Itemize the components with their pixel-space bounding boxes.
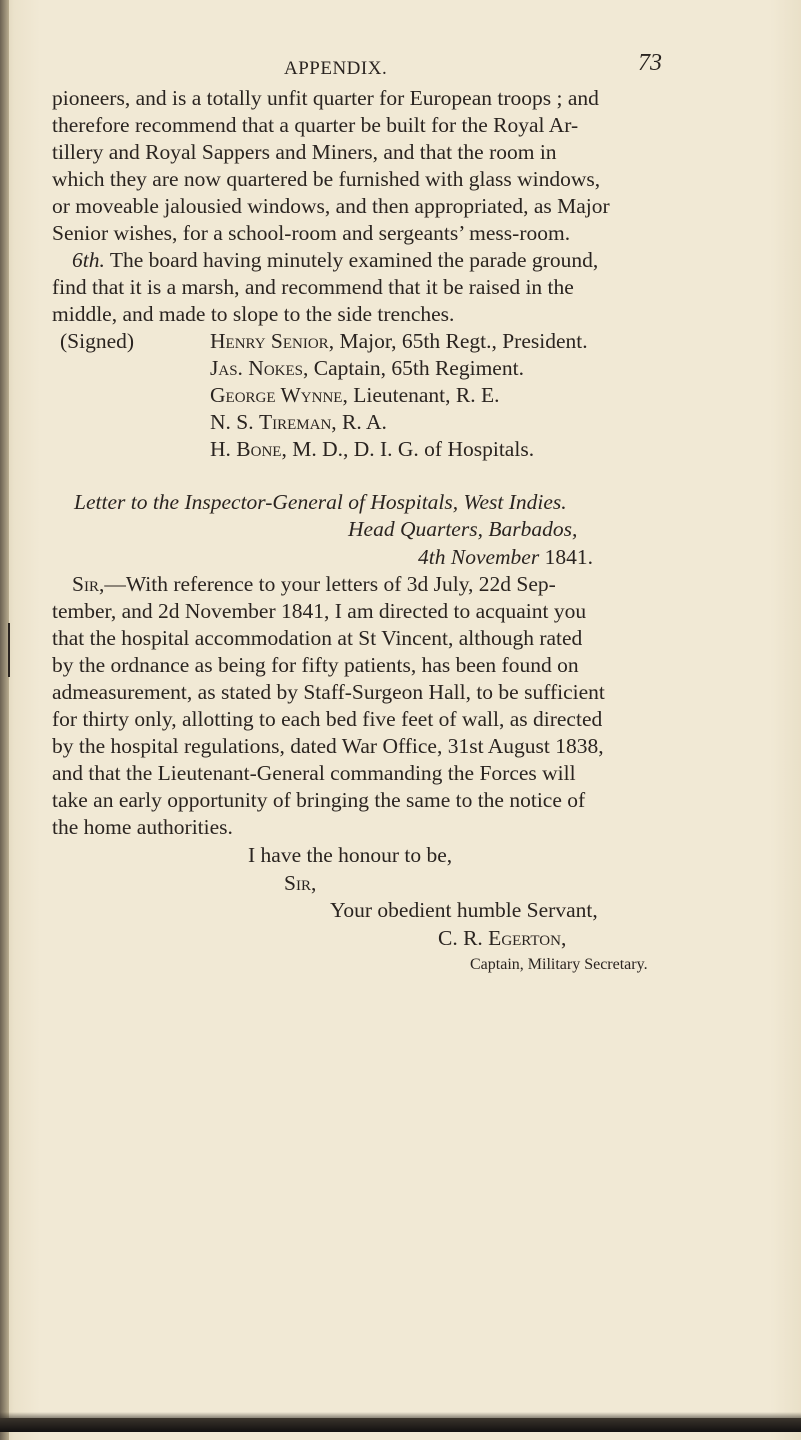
letter-body-line: tember, and 2d November 1841, I am directed to acquaint you — [52, 599, 587, 623]
letter-heading: Letter to the Inspector-General of Hospitals, West Indies. — [74, 490, 567, 514]
signatory-initials: H. — [210, 437, 237, 461]
signatory-name: George Wynne, — [210, 383, 348, 407]
salutation: Sir, — [72, 572, 105, 596]
letter-body-line — [72, 572, 556, 596]
signatory-rank: M. D., D. I. G. of Hospitals. — [286, 437, 535, 461]
letter-date — [418, 545, 593, 569]
report-line: therefore recommend that a quarter be built for the Royal Ar- — [52, 113, 579, 137]
signatory-rank: Captain, 65th Regiment. — [308, 356, 524, 380]
letter-body-line: by the ordnance as being for fifty patients, has been found on — [52, 653, 579, 677]
signature-line — [210, 383, 500, 407]
book-spine-shadow — [0, 0, 9, 1440]
letter-place: Head Quarters, Barbados, — [348, 517, 578, 541]
signature-line — [210, 329, 588, 353]
letter-date-year: 1841. — [539, 545, 593, 569]
signature-line — [210, 356, 524, 380]
paragraph-6-line — [72, 248, 598, 272]
page-number: 73 — [638, 50, 662, 76]
signatory-name: Tireman, — [258, 410, 337, 434]
letter-body-line: the home authorities. — [52, 815, 233, 839]
paragraph-number: 6th. — [72, 248, 105, 272]
closing-line: I have the honour to be, — [248, 843, 453, 867]
running-header: APPENDIX. — [284, 58, 388, 79]
signature-line — [210, 437, 534, 461]
letter-signer-title: Captain, Military Secretary. — [470, 956, 648, 973]
signature-line — [210, 410, 387, 434]
letter-body-line: by the hospital regulations, dated War Office, 31st August 1838, — [52, 734, 604, 758]
letter-signer: C. R. Egerton, — [438, 926, 567, 950]
signatory-name: Jas. Nokes, — [210, 356, 309, 380]
signatory-rank: Lieutenant, R. E. — [347, 383, 500, 407]
report-line: pioneers, and is a totally unfit quarter for European troops ; and — [52, 86, 599, 110]
closing-line: Your obedient humble Servant, — [330, 898, 598, 922]
margin-mark — [8, 623, 10, 677]
signatory-rank: Major, 65th Regt., President. — [334, 329, 588, 353]
letter-body-line: and that the Lieutenant-General commanding the Forces will — [52, 761, 576, 785]
report-line: tillery and Royal Sappers and Miners, and that the room in — [52, 140, 557, 164]
signatory-name: Bone, — [236, 437, 287, 461]
report-line: Senior wishes, for a school-room and sergeants’ mess-room. — [52, 221, 571, 245]
letter-body-line: for thirty only, allotting to each bed five feet of wall, as directed — [52, 707, 603, 731]
signed-label: (Signed) — [60, 329, 135, 353]
signatory-name: Henry Senior, — [210, 329, 335, 353]
page-bottom-edge — [0, 1418, 801, 1432]
signatory-initials: N. S. — [210, 410, 259, 434]
letter-body-text: —With reference to your letters of 3d July, 22d Sep- — [104, 572, 556, 596]
letter-date-day: 4th November — [418, 545, 540, 569]
letter-body-line: admeasurement, as stated by Staff-Surgeon Hall, to be sufficient — [52, 680, 605, 704]
closing-salutation: Sir, — [284, 871, 317, 895]
paragraph-text: The board having minutely examined the parade ground, — [104, 248, 599, 272]
report-line: which they are now quartered be furnished with glass windows, — [52, 167, 601, 191]
paragraph-6-line: find that it is a marsh, and recommend that it be raised in the — [52, 275, 574, 299]
letter-body-line: take an early opportunity of bringing the same to the notice of — [52, 788, 586, 812]
signatory-rank: R. A. — [336, 410, 387, 434]
report-line: or moveable jalousied windows, and then appropriated, as Major — [52, 194, 610, 218]
letter-body-line: that the hospital accommodation at St Vincent, although rated — [52, 626, 583, 650]
paragraph-6-line: middle, and made to slope to the side trenches. — [52, 302, 455, 326]
